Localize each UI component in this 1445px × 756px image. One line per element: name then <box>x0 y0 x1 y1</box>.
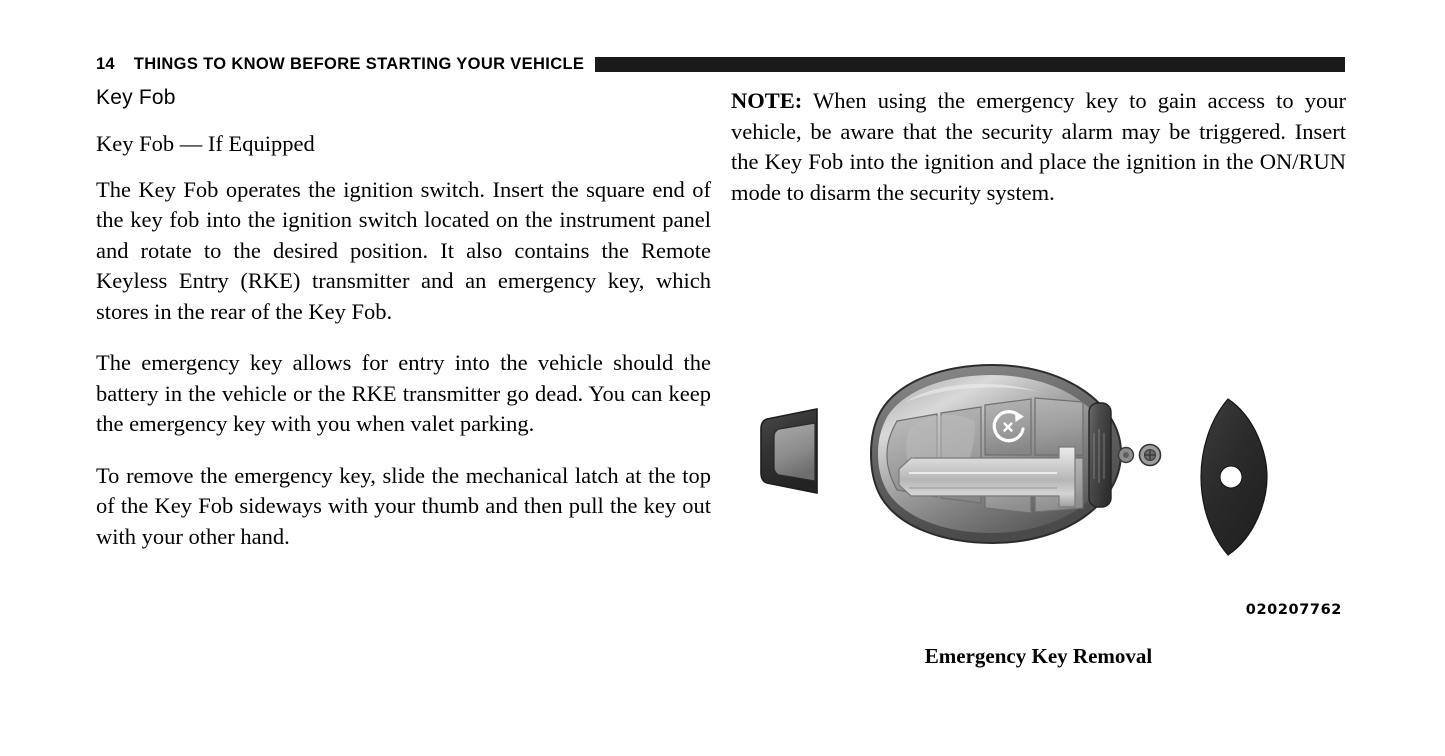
right-text-column <box>731 86 1346 208</box>
figure-caption: Emergency Key Removal <box>924 644 1153 668</box>
page-running-header <box>96 52 1345 76</box>
key-ring-hole <box>1220 466 1242 488</box>
key-ring-eyelet <box>1119 445 1161 466</box>
figure-artwork <box>731 355 1346 570</box>
body-paragraph: To remove the emergency key, slide the mechanical latch at the top of the Key Fob sideways with your thumb and then pull the key out with your other hand. <box>96 462 711 549</box>
note-label: NOTE: <box>731 88 803 113</box>
body-paragraph: The Key Fob operates the ignition switch. Insert the square end of the key fob into the ignition switch located on the instrument panel and rotate to the desired position. It also contains the Remote Keyless Entry (RKE) transmitter and an emergency key, which stores in the rear of the Key Fob. <box>96 176 711 324</box>
left-text-column <box>96 86 711 552</box>
page-number: 14 <box>96 54 115 73</box>
header-rule <box>595 57 1345 72</box>
note-paragraph <box>731 86 1346 208</box>
note-body: When using the emergency key to gain access to your vehicle, be aware that the security alarm may be triggered. Insert the Key Fob into the ignition and place the ignition in the ON/RUN mode to disarm the security system. <box>731 88 1346 205</box>
section-heading: Key Fob <box>96 86 176 109</box>
page-title: THINGS TO KNOW BEFORE STARTING YOUR VEHICLE <box>133 54 585 73</box>
key-fob-illustration <box>731 355 1346 570</box>
square-ignition-end <box>761 409 817 493</box>
key-fob-body <box>761 365 1161 543</box>
figure-code: 020207762 <box>1245 602 1342 618</box>
sub-heading: Key Fob — If Equipped <box>96 130 315 156</box>
figure-emergency-key-removal <box>731 355 1346 669</box>
body-paragraph: The emergency key allows for entry into the vehicle should the battery in the vehicle or the RKE transmitter go dead. You can keep the emergency key with you when valet parking. <box>96 350 711 437</box>
panic-button[interactable] <box>1089 403 1111 507</box>
